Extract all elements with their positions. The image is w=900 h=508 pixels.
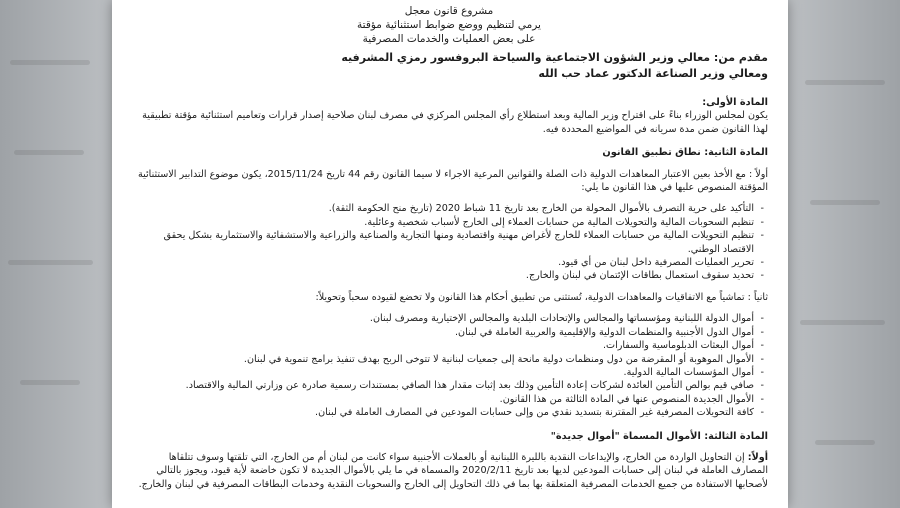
- presenter-line-1: مقدم من: معالي وزير الشؤون الاجتماعية والسياحة البروفسور رمزي المشرفيه: [341, 51, 768, 64]
- list-item: - تنظيم السحوبات المالية والتحويلات المالية من حسابات العملاء إلى الخارج لأسباب شخصية وعائلية.: [130, 216, 754, 229]
- article-2-title: المادة الثانية: نطاق تطبيق القانون: [602, 147, 768, 159]
- list-item: - أموال الدول الأجنبية والمنظمات الدولية والإقليمية والعربية العاملة في لبنان.: [130, 326, 754, 339]
- presenters: [130, 50, 768, 82]
- header-line-2: يرمي لتنظيم ووضع ضوابط استثنائية مؤقتة: [357, 19, 541, 31]
- list-item: - التأكيد على حرية التصرف بالأموال المحولة من الخارج بعد تاريخ 11 شباط 2020 (تاريخ منح الحكومة الثقة).: [130, 202, 754, 215]
- article-3-first-text: إن التحاويل الواردة من الخارج، والإيداعات النقدية بالليرة اللبنانية أو بالعملات الأجنبية سواء كانت من لبنان أم من الخارج، التي تلقتها وسوف تتلقاها المصارف العاملة في لبنان إلى حسابات المودعين لديها بعد تاريخ 2020/2/11 والمسماة في ما يلي بالأموال الجديدة لا تكون خاضعة لأية قيود، ويجوز بالتالي لأصحابها الاستفادة من جميع الخدمات المصرفية المتعلقة بها بما في ذلك التحاويل إلى الخارج والسحوبات النقدية وخدمات البطاقات المصرفية في لبنان والخارج.: [138, 451, 768, 490]
- article-1-text: يكون لمجلس الوزراء بناءً على اقتراح وزير المالية وبعد استطلاع رأي المجلس المركزي في مصرف لبنان صلاحية إصدار قرارات وتعاميم استثنائية مؤقتة تطبيقية لهذا القانون ضمن مدة سريانه في المواضيع المحددة فيه.: [142, 110, 768, 135]
- article-3-first: [130, 451, 768, 491]
- list-item: - أموال البعثات الدبلوماسية والسفارات.: [130, 339, 754, 352]
- list-item: - الأموال الموهوبة أو المقرضة من دول ومنظمات دولية مانحة إلى جمعيات لبنانية لا تتوخى الربح بهدف تنفيذ برامج تنموية في لبنان.: [130, 353, 754, 366]
- list-item: - صافي قيم بوالص التأمين العائدة لشركات إعادة التأمين وذلك بعد إثبات مقدار هذا الصافي بمستندات رسمية صادرة عن وزارتي المالية والاقتصاد.: [130, 379, 754, 392]
- article-1-title: المادة الأولى:: [702, 97, 768, 108]
- document-page: [112, 0, 788, 508]
- presenter-line-2: ومعالي وزير الصناعة الدكتور عماد حب الله: [538, 67, 768, 80]
- document-header: [130, 4, 768, 46]
- list-item: - كافة التحويلات المصرفية غير المقترنة بتسديد نقدي من وإلى حسابات المودعين في المصارف العاملة في لبنان.: [130, 406, 754, 419]
- article-3-first-label: أولاً:: [747, 451, 768, 463]
- header-line-1: مشروع قانون معجل: [404, 5, 494, 17]
- list-item: - تحديد سقوف استعمال بطاقات الإئتمان في لبنان والخارج.: [130, 269, 754, 282]
- list-item: - أموال الدولة اللبنانية ومؤسساتها والمجالس والإتحادات البلدية والمجالس الإختيارية ومصرف لبنان.: [130, 312, 754, 325]
- list-item: - تنظيم التحويلات المالية من حسابات العملاء للخارج لأغراض مهنية واقتصادية ومنها التجارية والصناعية والزراعية والاستشفائية والاستثمارية بشكل يحقق الاقتصاد الوطني.: [130, 229, 754, 256]
- header-line-3: على بعض العمليات والخدمات المصرفية: [362, 33, 536, 45]
- list-item: - الأموال الجديدة المنصوص عنها في المادة الثالثة من هذا القانون.: [130, 393, 754, 406]
- article-2-first: أولاً : مع الأخذ بعين الاعتبار المعاهدات الدولية ذات الصلة والقوانين المرعية الاجراء لا سيما القانون رقم 44 تاريخ 2015/11/24، يكون موضوع التدابير الاستثنائية المؤقتة المنصوص عليها في هذا القانون ما يلي:: [137, 168, 768, 194]
- article-3-title: المادة الثالثة: الأموال المسماة "أموال جديدة": [550, 430, 768, 442]
- article-2-exempt: [130, 312, 768, 419]
- list-item: - أموال المؤسسات المالية الدولية.: [130, 366, 754, 379]
- article-2-items: [130, 202, 768, 282]
- article-2-second: ثانياً : تماشياً مع الاتفاقيات والمعاهدات الدولية، تُستثنى من تطبيق أحكام هذا القانون ولا تخضع لقيوده سحباً وتحويلاً:: [315, 291, 768, 303]
- list-item: - تحرير العمليات المصرفية داخل لبنان من أي قيود.: [130, 256, 754, 269]
